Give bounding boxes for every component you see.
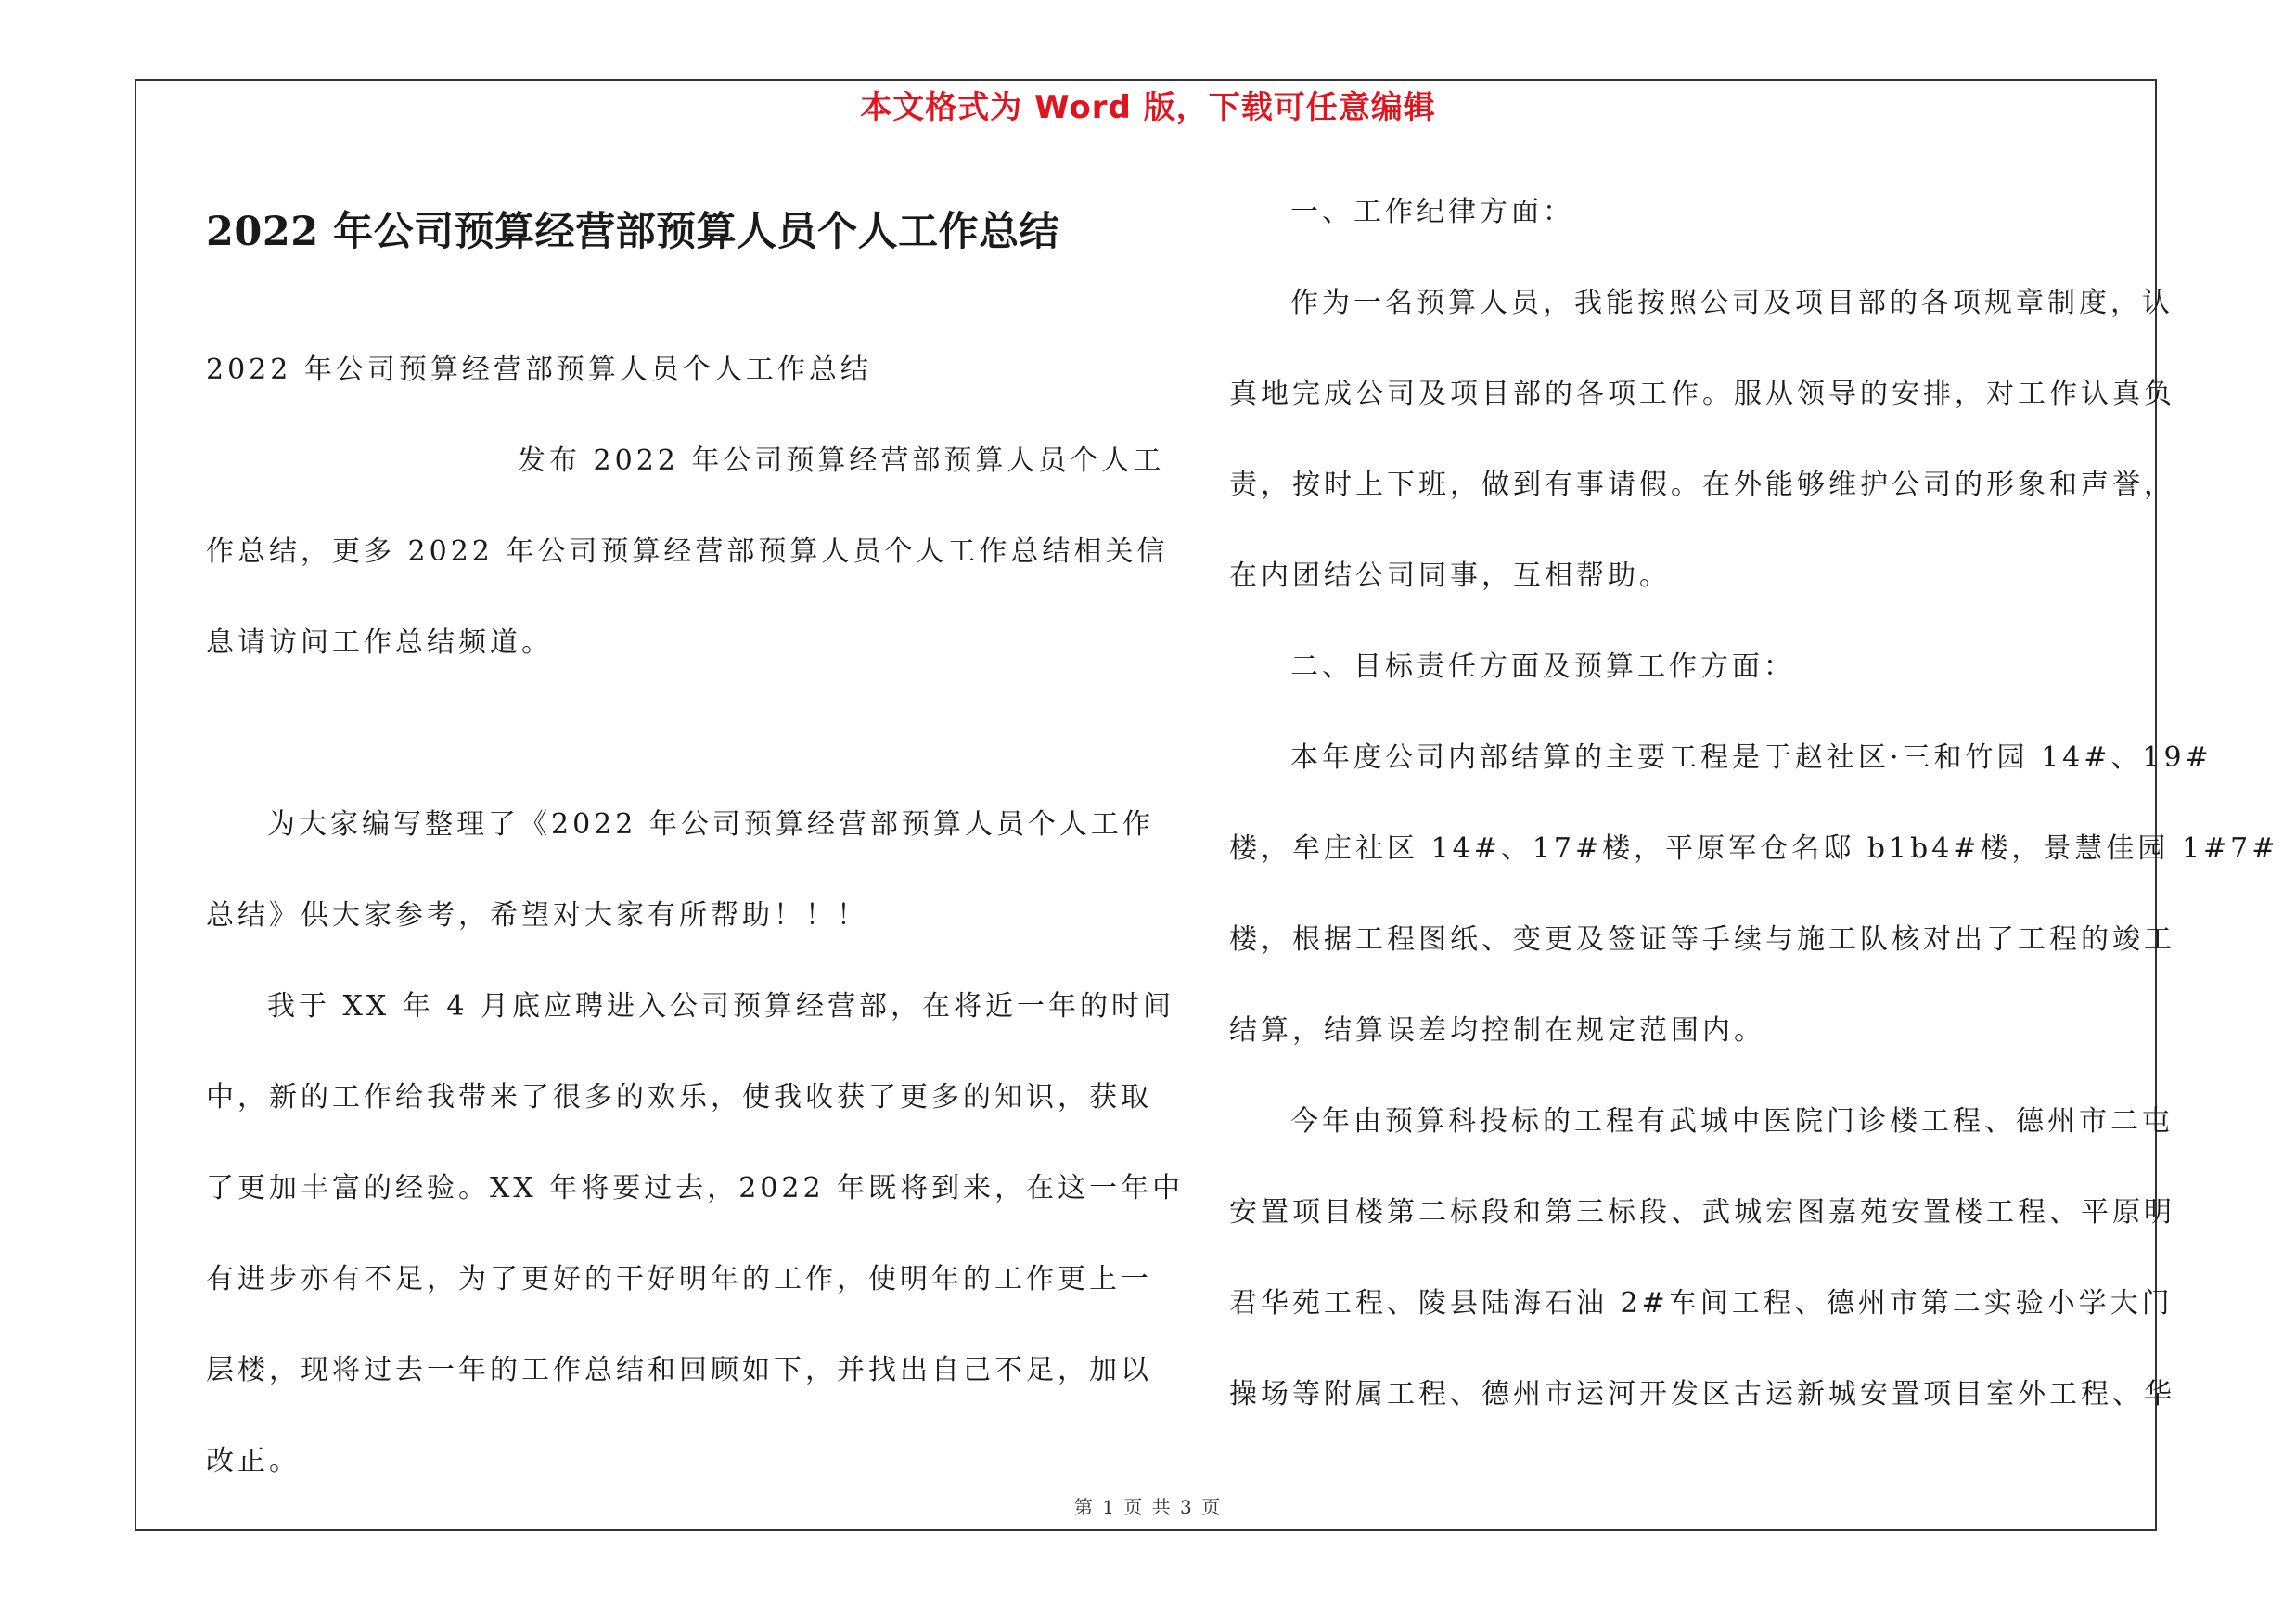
text-line: 在内团结公司同事，互相帮助。 [1229,560,1671,592]
text-line: 责，按时上下班，做到有事请假。在外能够维护公司的形象和声誉， [1229,469,2175,501]
text-line: 改正。 [206,1445,301,1477]
text-line: 有进步亦有不足，为了更好的干好明年的工作，使明年的工作更上一 [206,1263,1152,1295]
text-line: 为大家编写整理了《2022 年公司预算经营部预算人员个人工作 [267,808,1154,841]
text-line: 今年由预算科投标的工程有武城中医院门诊楼工程、德州市二屯 [1290,1105,2174,1138]
left-body-text [206,325,1185,1507]
right-body-text [1229,167,2279,1440]
left-column [206,176,1185,1507]
text-line: 楼，牟庄社区 14#、17#楼，平原军仓名邸 b1b4#楼，景慧佳园 1#7# [1229,832,2279,865]
format-notice-banner: 本文格式为 Word 版，下载可任意编辑 [860,89,1436,126]
right-column [1229,167,2279,1440]
text-line: 我于 XX 年 4 月底应聘进入公司预算经营部，在将近一年的时间 [267,990,1174,1023]
text-line: 了更加丰富的经验。XX 年将要过去，2022 年既将到来，在这一年中 [206,1172,1185,1204]
text-line: 总结》供大家参考，希望对大家有所帮助！！！ [206,899,868,932]
document-title: 2022 年公司预算经营部预算人员个人工作总结 [206,209,1060,255]
blank-line [206,689,1124,779]
text-line: 中，新的工作给我带来了很多的欢乐，使我收获了更多的知识，获取 [206,1081,1152,1114]
section-heading: 一、工作纪律方面： [1290,196,1574,228]
text-line: 操场等附属工程、德州市运河开发区古运新城安置项目室外工程、华 [1229,1378,2175,1410]
text-line: 发布 2022 年公司预算经营部预算人员个人工 [518,444,1165,477]
text-line: 君华苑工程、陵县陆海石油 2#车间工程、德州市第二实验小学大门 [1229,1287,2174,1320]
text-line: 结算，结算误差均控制在规定范围内。 [1229,1014,1765,1047]
text-line: 层楼，现将过去一年的工作总结和回顾如下，并找出自己不足，加以 [206,1354,1152,1386]
text-line: 作为一名预算人员，我能按照公司及项目部的各项规章制度，认 [1290,287,2174,319]
text-line: 2022 年公司预算经营部预算人员个人工作总结 [206,354,872,386]
page-number-footer: 第 1 页 共 3 页 [1073,1496,1223,1518]
text-line: 真地完成公司及项目部的各项工作。服从领导的安排，对工作认真负 [1229,378,2175,410]
text-line: 息请访问工作总结频道。 [206,626,553,659]
section-heading: 二、目标责任方面及预算工作方面： [1290,650,1795,683]
text-line: 本年度公司内部结算的主要工程是于赵社区·三和竹园 14#、19# [1290,741,2213,774]
text-line: 楼，根据工程图纸、变更及签证等手续与施工队核对出了工程的竣工 [1229,923,2175,956]
text-line: 安置项目楼第二标段和第三标段、武城宏图嘉苑安置楼工程、平原明 [1229,1196,2175,1229]
text-line: 作总结，更多 2022 年公司预算经营部预算人员个人工作总结相关信 [206,535,1169,568]
